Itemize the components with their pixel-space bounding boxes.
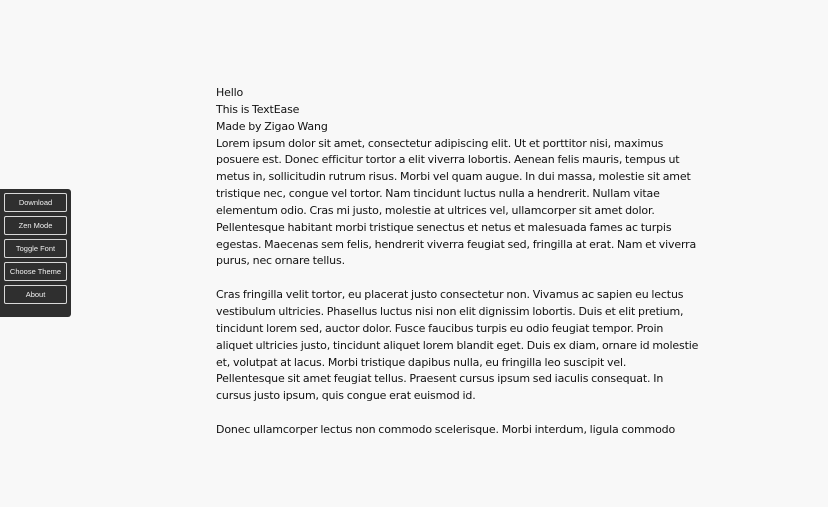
editor-line: Donec ullamcorper lectus non commodo scelerisque. Morbi interdum, ligula commodo	[216, 422, 676, 436]
editor-paragraph	[216, 422, 676, 439]
editor-line: egestas. Maecenas sem felis, hendrerit viverra feugiat sed, fringilla at erat. Nam et viverra	[216, 237, 697, 251]
editor-line: metus in, sollicitudin rutrum risus. Morbi vel quam augue. In dui massa, molestie sit amet	[216, 170, 691, 184]
editor-line: Pellentesque sit amet feugiat tellus. Praesent cursus ipsum sed iaculis consequat. In	[216, 372, 664, 386]
download-button[interactable]: Download	[4, 193, 67, 212]
editor-paragraph	[216, 287, 699, 405]
editor-line: Pellentesque habitant morbi tristique senectus et netus et malesuada fames ac turpis	[216, 220, 672, 234]
editor-line: et, volutpat at lacus. Morbi tristique dapibus nulla, eu fringilla leo suscipit vel.	[216, 355, 627, 369]
editor-line: cursus justo ipsum, quis congue erat euismod id.	[216, 389, 476, 403]
editor-line: purus, nec ornare tellus.	[216, 254, 345, 268]
editor-line: elementum odio. Cras mi justo, molestie at ultrices vel, ullamcorper sit amet dolor.	[216, 203, 655, 217]
editor-line: Cras fringilla velit tortor, eu placerat justo consectetur non. Vivamus ac sapien eu lectus	[216, 288, 684, 302]
editor-line: posuere est. Donec efficitur tortor a elit viverra lobortis. Aenean felis mauris, tempus ut	[216, 153, 680, 167]
editor-line: This is TextEase	[216, 102, 300, 116]
about-button[interactable]: About	[4, 285, 67, 304]
editor-paragraph	[216, 136, 697, 271]
editor-line: tristique nec, congue vel tortor. Nam tincidunt luctus nulla a hendrerit. Nullam vitae	[216, 187, 660, 201]
side-menu	[0, 189, 71, 317]
editor-line: tincidunt lorem sed, auctor dolor. Fusce faucibus turpis eu odio feugiat tempor. Proin	[216, 321, 664, 335]
choose-theme-button[interactable]: Choose Theme	[4, 262, 67, 281]
zen-mode-button[interactable]: Zen Mode	[4, 216, 67, 235]
editor-line: aliquet ultricies justo, tincidunt aliquet lorem blandit eget. Duis ex diam, ornare id molestie	[216, 338, 699, 352]
editor-line: Made by Zigao Wang	[216, 119, 328, 133]
editor-line: vestibulum ultricies. Phasellus luctus nisi non elit dignissim lobortis. Duis et elit pretium,	[216, 304, 684, 318]
toggle-font-button[interactable]: Toggle Font	[4, 239, 67, 258]
editor-line: Lorem ipsum dolor sit amet, consectetur adipiscing elit. Ut et porttitor nisi, maximus	[216, 136, 664, 150]
editor-line: Hello	[216, 86, 244, 99]
text-editor[interactable]	[216, 85, 699, 436]
